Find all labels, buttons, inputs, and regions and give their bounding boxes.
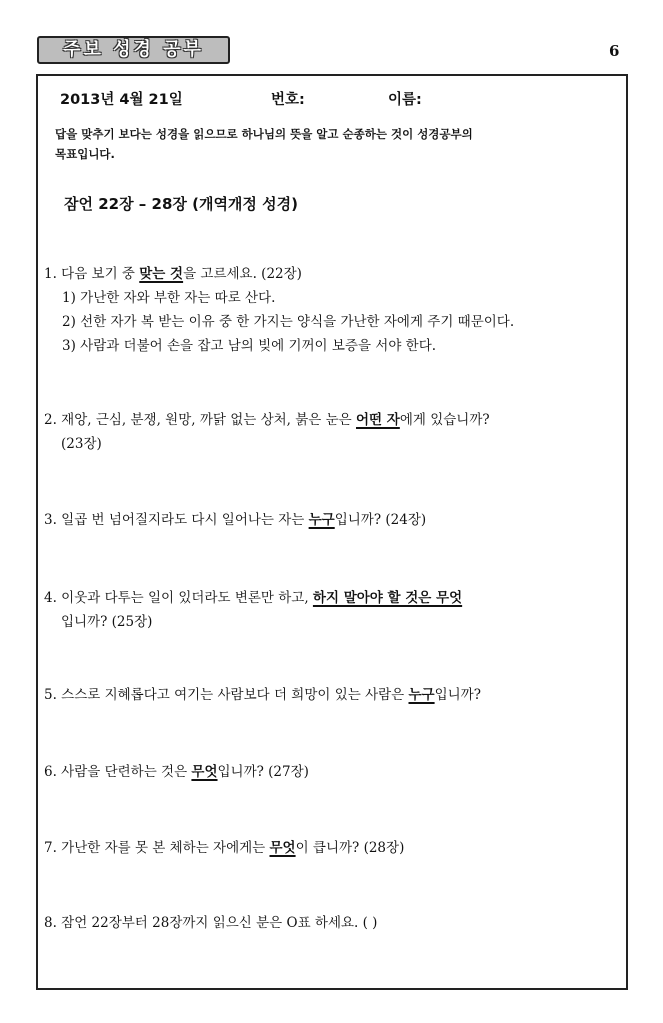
question-text-tail: 입니까? (27장) bbox=[217, 764, 309, 780]
scripture-range: 잠언 22장 – 28장 (개역개정 성경) bbox=[64, 195, 298, 213]
intro-line-1: 답을 맞추기 보다는 성경을 읽으므로 하나님의 뜻을 알고 순종하는 것이 성경공부의 bbox=[55, 127, 473, 141]
question-emphasis: 어떤 자 bbox=[356, 412, 400, 428]
question-text: 1. 다음 보기 중 bbox=[44, 266, 140, 282]
intro-line-2: 목표입니다. bbox=[55, 147, 115, 161]
question-text-tail: 이 큽니까? (28장) bbox=[295, 840, 405, 856]
question-text: 7. 가난한 자를 못 본 체하는 자에게는 bbox=[44, 840, 270, 856]
question-text-tail: 에게 있습니까? bbox=[399, 412, 490, 428]
date-text: 2013년 4월 21일 bbox=[60, 92, 183, 108]
question-2 bbox=[44, 408, 628, 456]
question-3 bbox=[44, 508, 628, 532]
question-text-tail: 입니까? (24장) bbox=[334, 512, 427, 528]
question-1-option-3: 3) 사람과 더불어 손을 잡고 남의 빚에 기꺼이 보증을 서야 한다. bbox=[62, 338, 437, 354]
question-emphasis: 누구 bbox=[408, 687, 435, 703]
question-text: 3. 일곱 번 넘어질지라도 다시 일어나는 자는 bbox=[44, 512, 309, 528]
question-emphasis: 무엇 bbox=[191, 764, 218, 780]
question-emphasis: 누구 bbox=[308, 512, 335, 528]
question-emphasis: 하지 말아야 할 것은 무엇 bbox=[312, 590, 463, 606]
page-number: 6 bbox=[609, 42, 620, 60]
question-emphasis: 무엇 bbox=[269, 840, 296, 856]
question-7 bbox=[44, 836, 628, 860]
intro-paragraph bbox=[55, 124, 575, 164]
question-8 bbox=[44, 911, 628, 935]
question-text: 8. 잠언 22장부터 28장까지 읽으신 분은 O표 하세요. ( ) bbox=[44, 915, 378, 931]
question-6 bbox=[44, 760, 628, 784]
question-text-line-2: (23장) bbox=[61, 436, 102, 452]
question-text: 4. 이웃과 다투는 일이 있더라도 변론만 하고, bbox=[44, 590, 313, 606]
section-title-tab: 주보 성경 공부 bbox=[37, 36, 230, 64]
name-label: 이름: bbox=[388, 92, 422, 108]
question-text: 6. 사람을 단련하는 것은 bbox=[44, 764, 192, 780]
question-1 bbox=[44, 262, 628, 286]
question-4 bbox=[44, 586, 628, 634]
question-1-option-1: 1) 가난한 자와 부한 자는 따로 산다. bbox=[62, 290, 276, 306]
question-1-option-2: 2) 선한 자가 복 받는 이유 중 한 가지는 양식을 가난한 자에게 주기 때문이다. bbox=[62, 314, 515, 330]
number-label: 번호: bbox=[271, 92, 305, 108]
question-text-line-2: 입니까? (25장) bbox=[61, 614, 153, 630]
question-5 bbox=[44, 683, 628, 707]
question-text-tail: 을 고르세요. (22장) bbox=[183, 266, 302, 282]
question-emphasis: 맞는 것 bbox=[139, 266, 184, 282]
question-text-tail: 입니까? bbox=[434, 687, 481, 703]
question-text: 2. 재앙, 근심, 분쟁, 원망, 까닭 없는 상처, 붉은 눈은 bbox=[44, 412, 356, 428]
question-text: 5. 스스로 지혜롭다고 여기는 사람보다 더 희망이 있는 사람은 bbox=[44, 687, 409, 703]
